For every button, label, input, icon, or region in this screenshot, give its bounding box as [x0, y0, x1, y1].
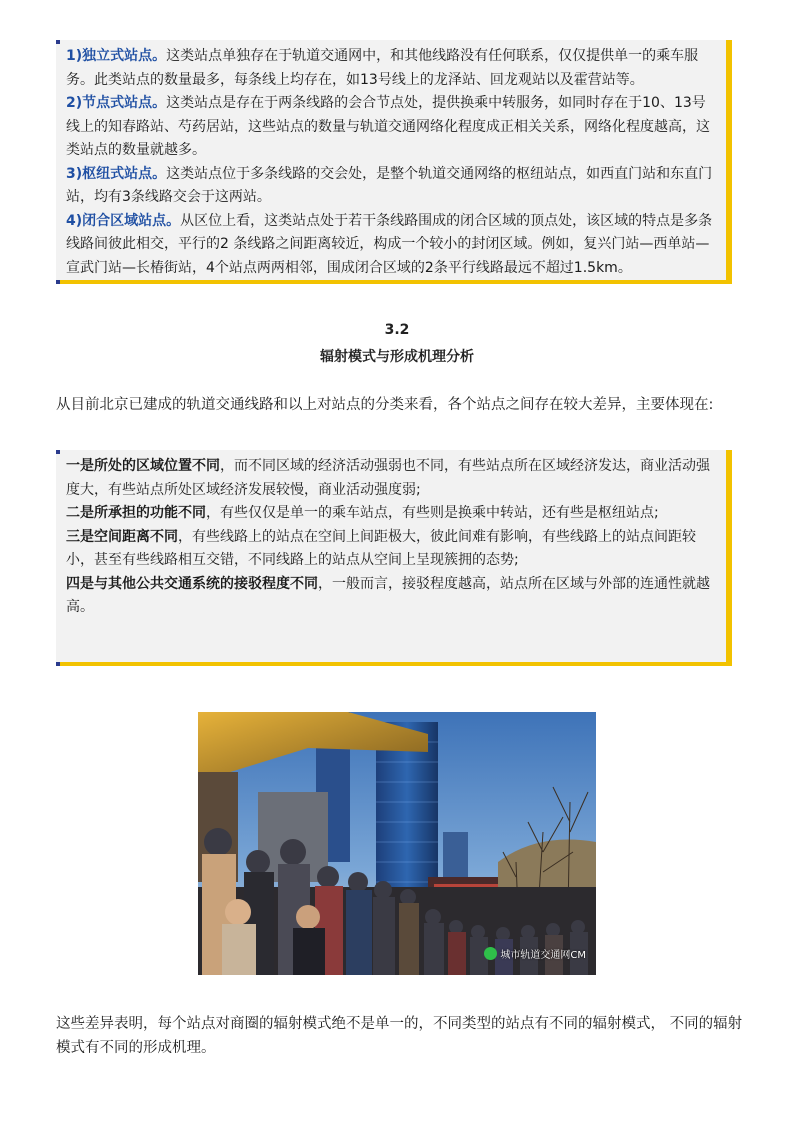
photo-watermark [484, 946, 586, 961]
station-type-label: 3)枢纽式站点。 [66, 165, 167, 182]
difference-item [66, 502, 716, 526]
intro-paragraph: 从目前北京已建成的轨道交通线路和以上对站点的分类来看，各个站点之间存在较大差异，主要体现在: [56, 397, 714, 413]
difference-text: ，一般而言，接驳程度越高，站点所在区域与外部的连通性就越高。 [66, 575, 710, 615]
section-title: 辐射模式与形成机理分析 [320, 349, 474, 365]
difference-label: 三是空间距离不同 [66, 528, 178, 545]
differences-box [56, 450, 732, 666]
station-type-item [66, 92, 716, 163]
difference-item [66, 526, 716, 573]
difference-item [66, 455, 716, 502]
station-type-text: 这类站点位于多条线路的交会处，是整个轨道交通网络的枢纽站点，如西直门站和东直门站，均有3条线路交会于这两站。 [66, 165, 713, 205]
station-type-label: 2)节点式站点。 [66, 95, 167, 111]
station-types-box [56, 40, 732, 284]
section-number: 3.2 [384, 322, 410, 338]
watermark-text: 城市轨道交通网CM [500, 950, 586, 961]
station-type-item [66, 210, 716, 281]
crowd-photo [198, 712, 596, 975]
station-type-item [66, 45, 716, 92]
station-type-text: 从区位上看，这类站点处于若干条线路围成的闭合区域的顶点处，该区域的特点是多条线路间彼此相交，平行的2 条线路之间距离较近，构成一个较小的封闭区域。例如，复兴门站—西单站—宣武门站—长椿街站，4个站点两两相邻，围成闭合区域的2条平行线路最远不超过1.5km。 [66, 212, 713, 276]
difference-label: 四是与其他公共交通系统的接驳程度不同 [66, 575, 318, 592]
conclusion-paragraph: 这些差异表明，每个站点对商圈的辐射模式绝不是单一的，不同类型的站点有不同的辐射模式， 不同的辐射模式有不同的形成机理。 [56, 1016, 743, 1056]
crowd-photo-illustration [198, 712, 596, 975]
station-type-label: 4)闭合区域站点。 [66, 212, 181, 229]
difference-label: 二是所承担的功能不同 [66, 505, 206, 521]
difference-label: 一是所处的区域位置不同 [66, 458, 220, 474]
difference-item [66, 573, 716, 620]
difference-text: ，有些线路上的站点在空间上间距极大，彼此间难有影响，有些线路上的站点间距较小，甚至有些线路相互交错，不同线路上的站点从空间上呈现簇拥的态势; [66, 528, 696, 568]
station-type-text: 这类站点是存在于两条线路的会合节点处，提供换乘中转服务，如同时存在于10、13号线上的知春路站、芍药居站，这些站点的数量与轨道交通网络化程度成正相关关系，网络化程度越高，这类站点的数量就越多。 [66, 95, 710, 158]
station-type-item [66, 163, 716, 210]
wechat-icon [484, 947, 497, 960]
station-type-label: 1)独立式站点。 [66, 48, 167, 64]
station-type-text: 这类站点单独存在于轨道交通网中，和其他线路没有任何联系，仅仅提供单一的乘车服务。此类站点的数量最多，每条线上均存在，如13号线上的龙泽站、回龙观站以及霍营站等。 [66, 48, 699, 88]
difference-text: ，而不同区域的经济活动强弱也不同，有些站点所在区域经济发达，商业活动强度大，有些站点所处区域经济发展较慢，商业活动强度弱; [66, 458, 710, 498]
difference-text: ，有些仅仅是单一的乘车站点，有些则是换乘中转站，还有些是枢纽站点; [206, 505, 659, 521]
